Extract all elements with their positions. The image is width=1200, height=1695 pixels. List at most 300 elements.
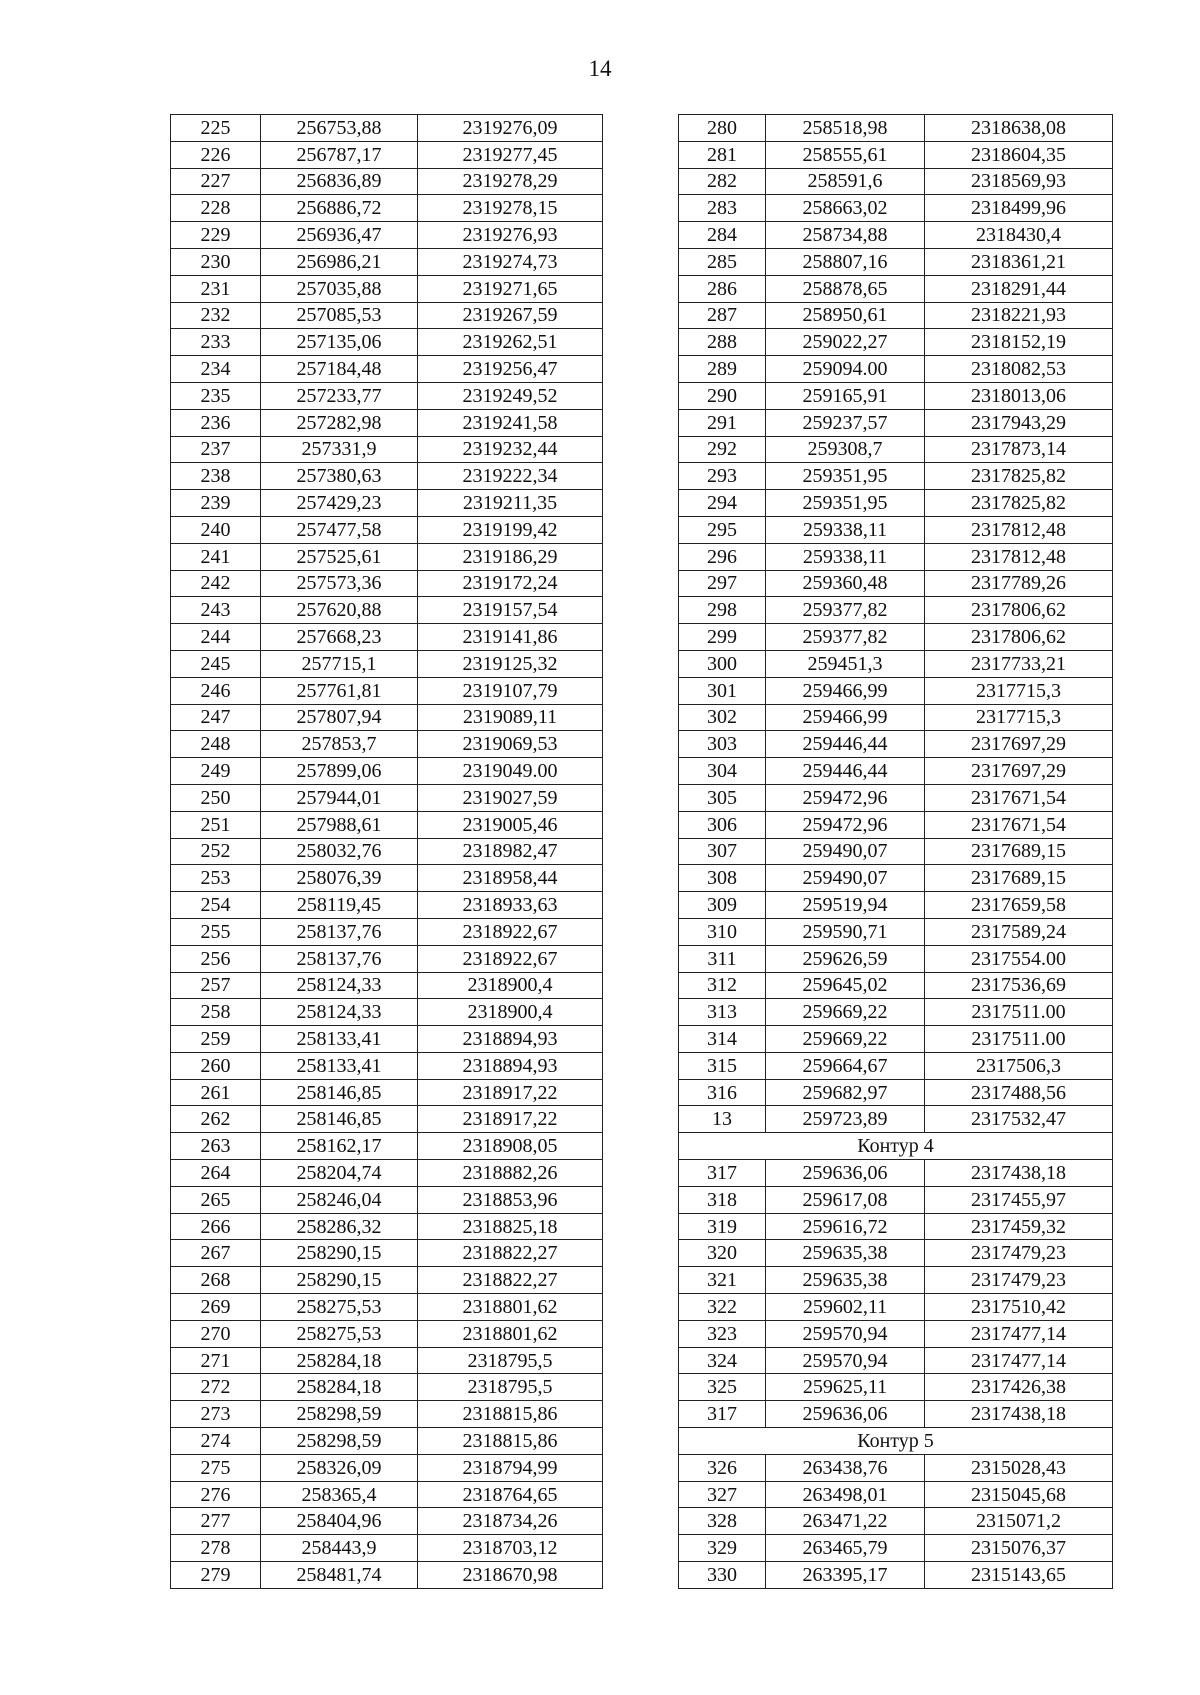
table-row [171,1481,603,1508]
table-row [679,329,1113,356]
y-coordinate-cell: 2318013,06 [925,382,1113,409]
y-coordinate-cell: 2318569,93 [925,168,1113,195]
y-coordinate-cell: 2317479,23 [925,1240,1113,1267]
y-coordinate-cell: 2319262,51 [418,329,603,356]
y-coordinate-cell: 2317477,14 [925,1320,1113,1347]
x-coordinate-cell: 259446,44 [766,758,925,785]
x-coordinate-cell: 257184,48 [261,356,418,383]
point-number-cell: 320 [679,1240,766,1267]
y-coordinate-cell: 2318794,99 [418,1454,603,1481]
y-coordinate-cell: 2317671,54 [925,811,1113,838]
x-coordinate-cell: 258032,76 [261,838,418,865]
x-coordinate-cell: 257525,61 [261,543,418,570]
table-row [679,1026,1113,1053]
x-coordinate-cell: 258204,74 [261,1160,418,1187]
x-coordinate-cell: 257233,77 [261,382,418,409]
table-row [171,329,603,356]
x-coordinate-cell: 259519,94 [766,892,925,919]
table-row [171,570,603,597]
x-coordinate-cell: 258284,18 [261,1347,418,1374]
y-coordinate-cell: 2317812,48 [925,543,1113,570]
x-coordinate-cell: 259490,07 [766,838,925,865]
y-coordinate-cell: 2317455,97 [925,1186,1113,1213]
table-row [171,1267,603,1294]
point-number-cell: 13 [679,1106,766,1133]
y-coordinate-cell: 2319157,54 [418,597,603,624]
point-number-cell: 251 [171,811,261,838]
x-coordinate-cell: 258481,74 [261,1562,418,1589]
table-row [679,1454,1113,1481]
point-number-cell: 232 [171,302,261,329]
point-number-cell: 277 [171,1508,261,1535]
y-coordinate-cell: 2319125,32 [418,650,603,677]
point-number-cell: 271 [171,1347,261,1374]
y-coordinate-cell: 2319005,46 [418,811,603,838]
table-row [679,1347,1113,1374]
point-number-cell: 238 [171,463,261,490]
x-coordinate-cell: 259338,11 [766,543,925,570]
y-coordinate-cell: 2317689,15 [925,865,1113,892]
y-coordinate-cell: 2317426,38 [925,1374,1113,1401]
coordinates-table-right [678,114,1113,1589]
x-coordinate-cell: 258326,09 [261,1454,418,1481]
x-coordinate-cell: 258137,76 [261,945,418,972]
y-coordinate-cell: 2318221,93 [925,302,1113,329]
table-row [679,382,1113,409]
x-coordinate-cell: 258137,76 [261,918,418,945]
point-number-cell: 266 [171,1213,261,1240]
point-number-cell: 236 [171,409,261,436]
table-row [171,222,603,249]
y-coordinate-cell: 2318291,44 [925,275,1113,302]
y-coordinate-cell: 2317459,32 [925,1213,1113,1240]
x-coordinate-cell: 257573,36 [261,570,418,597]
table-row [171,141,603,168]
point-number-cell: 270 [171,1320,261,1347]
y-coordinate-cell: 2318638,08 [925,115,1113,142]
point-number-cell: 297 [679,570,766,597]
point-number-cell: 310 [679,918,766,945]
y-coordinate-cell: 2317806,62 [925,624,1113,651]
y-coordinate-cell: 2319256,47 [418,356,603,383]
table-row [171,731,603,758]
point-number-cell: 254 [171,892,261,919]
y-coordinate-cell: 2317697,29 [925,731,1113,758]
point-number-cell: 276 [171,1481,261,1508]
x-coordinate-cell: 259626,59 [766,945,925,972]
y-coordinate-cell: 2318152,19 [925,329,1113,356]
point-number-cell: 304 [679,758,766,785]
y-coordinate-cell: 2317812,48 [925,516,1113,543]
x-coordinate-cell: 263471,22 [766,1508,925,1535]
x-coordinate-cell: 259237,57 [766,409,925,436]
y-coordinate-cell: 2315071,2 [925,1508,1113,1535]
x-coordinate-cell: 258807,16 [766,248,925,275]
point-number-cell: 279 [171,1562,261,1589]
point-number-cell: 291 [679,409,766,436]
table-row [171,463,603,490]
x-coordinate-cell: 257807,94 [261,704,418,731]
x-coordinate-cell: 258275,53 [261,1294,418,1321]
point-number-cell: 242 [171,570,261,597]
table-row [679,865,1113,892]
y-coordinate-cell: 2317511.00 [925,999,1113,1026]
y-coordinate-cell: 2319271,65 [418,275,603,302]
point-number-cell: 287 [679,302,766,329]
y-coordinate-cell: 2318894,93 [418,1052,603,1079]
x-coordinate-cell: 259472,96 [766,811,925,838]
table-row [679,1320,1113,1347]
point-number-cell: 325 [679,1374,766,1401]
point-number-cell: 315 [679,1052,766,1079]
contour-heading: Контур 5 [679,1428,1113,1455]
point-number-cell: 298 [679,597,766,624]
point-number-cell: 258 [171,999,261,1026]
table-row [171,1106,603,1133]
x-coordinate-cell: 257988,61 [261,811,418,838]
table-row [679,463,1113,490]
table-row [679,222,1113,249]
x-coordinate-cell: 257282,98 [261,409,418,436]
y-coordinate-cell: 2317438,18 [925,1160,1113,1187]
x-coordinate-cell: 257944,01 [261,784,418,811]
y-coordinate-cell: 2319172,24 [418,570,603,597]
y-coordinate-cell: 2318604,35 [925,141,1113,168]
y-coordinate-cell: 2315076,37 [925,1535,1113,1562]
table-row [679,1401,1113,1428]
table-row [679,1213,1113,1240]
x-coordinate-cell: 259616,72 [766,1213,925,1240]
x-coordinate-cell: 258443,9 [261,1535,418,1562]
y-coordinate-cell: 2317659,58 [925,892,1113,919]
x-coordinate-cell: 259490,07 [766,865,925,892]
point-number-cell: 313 [679,999,766,1026]
point-number-cell: 316 [679,1079,766,1106]
table-row [171,195,603,222]
x-coordinate-cell: 257853,7 [261,731,418,758]
table-row [171,1240,603,1267]
point-number-cell: 262 [171,1106,261,1133]
y-coordinate-cell: 2318917,22 [418,1106,603,1133]
table-row [679,811,1113,838]
x-coordinate-cell: 259466,99 [766,677,925,704]
table-row [171,811,603,838]
x-coordinate-cell: 259669,22 [766,999,925,1026]
table-row [171,382,603,409]
x-coordinate-cell: 258286,32 [261,1213,418,1240]
table-row [171,1133,603,1160]
table-row [679,1106,1113,1133]
x-coordinate-cell: 258162,17 [261,1133,418,1160]
x-coordinate-cell: 259338,11 [766,516,925,543]
table-row [171,704,603,731]
point-number-cell: 255 [171,918,261,945]
table-row [679,1267,1113,1294]
table-row [171,758,603,785]
y-coordinate-cell: 2317715,3 [925,677,1113,704]
x-coordinate-cell: 259590,71 [766,918,925,945]
point-number-cell: 250 [171,784,261,811]
point-number-cell: 247 [171,704,261,731]
point-number-cell: 265 [171,1186,261,1213]
y-coordinate-cell: 2318882,26 [418,1160,603,1187]
point-number-cell: 261 [171,1079,261,1106]
y-coordinate-cell: 2318082,53 [925,356,1113,383]
y-coordinate-cell: 2319211,35 [418,490,603,517]
x-coordinate-cell: 259625,11 [766,1374,925,1401]
point-number-cell: 317 [679,1401,766,1428]
table-row [171,624,603,651]
point-number-cell: 308 [679,865,766,892]
y-coordinate-cell: 2319232,44 [418,436,603,463]
point-number-cell: 283 [679,195,766,222]
point-number-cell: 229 [171,222,261,249]
x-coordinate-cell: 257899,06 [261,758,418,785]
point-number-cell: 322 [679,1294,766,1321]
table-row [171,999,603,1026]
point-number-cell: 273 [171,1401,261,1428]
table-row [679,1240,1113,1267]
point-number-cell: 257 [171,972,261,999]
table-row [171,945,603,972]
point-number-cell: 318 [679,1186,766,1213]
point-number-cell: 269 [171,1294,261,1321]
table-row [171,275,603,302]
table-row [171,302,603,329]
table-row [171,1160,603,1187]
point-number-cell: 300 [679,650,766,677]
y-coordinate-cell: 2317511.00 [925,1026,1113,1053]
point-number-cell: 326 [679,1454,766,1481]
point-number-cell: 301 [679,677,766,704]
y-coordinate-cell: 2315143,65 [925,1562,1113,1589]
point-number-cell: 327 [679,1481,766,1508]
point-number-cell: 239 [171,490,261,517]
y-coordinate-cell: 2319141,86 [418,624,603,651]
y-coordinate-cell: 2319199,42 [418,516,603,543]
x-coordinate-cell: 258124,33 [261,972,418,999]
table-row [171,597,603,624]
x-coordinate-cell: 258734,88 [766,222,925,249]
point-number-cell: 299 [679,624,766,651]
x-coordinate-cell: 257620,88 [261,597,418,624]
table-row [679,302,1113,329]
x-coordinate-cell: 259617,08 [766,1186,925,1213]
y-coordinate-cell: 2319089,11 [418,704,603,731]
point-number-cell: 282 [679,168,766,195]
table-row [679,945,1113,972]
table-row [171,1079,603,1106]
y-coordinate-cell: 2317733,21 [925,650,1113,677]
x-coordinate-cell: 259570,94 [766,1347,925,1374]
x-coordinate-cell: 258298,59 [261,1401,418,1428]
y-coordinate-cell: 2319027,59 [418,784,603,811]
point-number-cell: 296 [679,543,766,570]
x-coordinate-cell: 258246,04 [261,1186,418,1213]
point-number-cell: 240 [171,516,261,543]
point-number-cell: 293 [679,463,766,490]
point-number-cell: 305 [679,784,766,811]
x-coordinate-cell: 257380,63 [261,463,418,490]
point-number-cell: 329 [679,1535,766,1562]
point-number-cell: 314 [679,1026,766,1053]
x-coordinate-cell: 257331,9 [261,436,418,463]
table-row [679,892,1113,919]
table-row [679,141,1113,168]
y-coordinate-cell: 2317715,3 [925,704,1113,731]
contour-section-row [679,1428,1113,1455]
x-coordinate-cell: 259022,27 [766,329,925,356]
point-number-cell: 303 [679,731,766,758]
x-coordinate-cell: 258518,98 [766,115,925,142]
point-number-cell: 280 [679,115,766,142]
table-row [679,490,1113,517]
x-coordinate-cell: 258365,4 [261,1481,418,1508]
table-row [679,570,1113,597]
y-coordinate-cell: 2317825,82 [925,490,1113,517]
x-coordinate-cell: 259723,89 [766,1106,925,1133]
y-coordinate-cell: 2318922,67 [418,918,603,945]
point-number-cell: 252 [171,838,261,865]
table-row [679,436,1113,463]
x-coordinate-cell: 257135,06 [261,329,418,356]
table-row [679,1374,1113,1401]
x-coordinate-cell: 258275,53 [261,1320,418,1347]
table-row [171,1052,603,1079]
point-number-cell: 290 [679,382,766,409]
y-coordinate-cell: 2319276,09 [418,115,603,142]
point-number-cell: 237 [171,436,261,463]
x-coordinate-cell: 256836,89 [261,168,418,195]
point-number-cell: 274 [171,1428,261,1455]
x-coordinate-cell: 259351,95 [766,463,925,490]
y-coordinate-cell: 2318922,67 [418,945,603,972]
y-coordinate-cell: 2315028,43 [925,1454,1113,1481]
table-row [171,918,603,945]
x-coordinate-cell: 259094.00 [766,356,925,383]
table-row [679,758,1113,785]
y-coordinate-cell: 2317689,15 [925,838,1113,865]
y-coordinate-cell: 2319278,29 [418,168,603,195]
table-row [679,1508,1113,1535]
table-row [171,1213,603,1240]
table-row [171,1428,603,1455]
point-number-cell: 246 [171,677,261,704]
point-number-cell: 268 [171,1267,261,1294]
y-coordinate-cell: 2319107,79 [418,677,603,704]
y-coordinate-cell: 2317825,82 [925,463,1113,490]
table-row [679,356,1113,383]
point-number-cell: 311 [679,945,766,972]
x-coordinate-cell: 258119,45 [261,892,418,919]
x-coordinate-cell: 259645,02 [766,972,925,999]
table-row [171,677,603,704]
y-coordinate-cell: 2319249,52 [418,382,603,409]
x-coordinate-cell: 258133,41 [261,1026,418,1053]
x-coordinate-cell: 259446,44 [766,731,925,758]
y-coordinate-cell: 2317943,29 [925,409,1113,436]
table-row [171,892,603,919]
table-row [679,543,1113,570]
x-coordinate-cell: 259165,91 [766,382,925,409]
point-number-cell: 312 [679,972,766,999]
x-coordinate-cell: 259635,38 [766,1240,925,1267]
table-row [679,972,1113,999]
table-row [171,838,603,865]
x-coordinate-cell: 263465,79 [766,1535,925,1562]
point-number-cell: 324 [679,1347,766,1374]
table-row [171,784,603,811]
point-number-cell: 302 [679,704,766,731]
table-row [679,248,1113,275]
point-number-cell: 285 [679,248,766,275]
y-coordinate-cell: 2318894,93 [418,1026,603,1053]
x-coordinate-cell: 257429,23 [261,490,418,517]
point-number-cell: 295 [679,516,766,543]
x-coordinate-cell: 259308,7 [766,436,925,463]
point-number-cell: 330 [679,1562,766,1589]
x-coordinate-cell: 258404,96 [261,1508,418,1535]
x-coordinate-cell: 259466,99 [766,704,925,731]
y-coordinate-cell: 2317589,24 [925,918,1113,945]
y-coordinate-cell: 2318499,96 [925,195,1113,222]
y-coordinate-cell: 2317554.00 [925,945,1113,972]
point-number-cell: 260 [171,1052,261,1079]
x-coordinate-cell: 257085,53 [261,302,418,329]
x-coordinate-cell: 259602,11 [766,1294,925,1321]
point-number-cell: 317 [679,1160,766,1187]
table-row [679,409,1113,436]
table-row [171,436,603,463]
y-coordinate-cell: 2318917,22 [418,1079,603,1106]
table-row [679,624,1113,651]
point-number-cell: 227 [171,168,261,195]
table-row [679,1562,1113,1589]
y-coordinate-cell: 2319274,73 [418,248,603,275]
table-row [171,1320,603,1347]
y-coordinate-cell: 2317506,3 [925,1052,1113,1079]
table-row [679,115,1113,142]
x-coordinate-cell: 259377,82 [766,597,925,624]
point-number-cell: 226 [171,141,261,168]
x-coordinate-cell: 258076,39 [261,865,418,892]
point-number-cell: 234 [171,356,261,383]
x-coordinate-cell: 256986,21 [261,248,418,275]
y-coordinate-cell: 2318825,18 [418,1213,603,1240]
table-row [679,677,1113,704]
y-coordinate-cell: 2318822,27 [418,1240,603,1267]
table-row [679,650,1113,677]
table-row [171,1401,603,1428]
y-coordinate-cell: 2318801,62 [418,1320,603,1347]
x-coordinate-cell: 257668,23 [261,624,418,651]
x-coordinate-cell: 259669,22 [766,1026,925,1053]
y-coordinate-cell: 2317697,29 [925,758,1113,785]
y-coordinate-cell: 2319069,53 [418,731,603,758]
table-row [679,1294,1113,1321]
table-row [679,1481,1113,1508]
table-row [171,516,603,543]
coordinates-table-left [170,114,603,1589]
y-coordinate-cell: 2318900,4 [418,999,603,1026]
table-row [679,1535,1113,1562]
table-row [679,838,1113,865]
point-number-cell: 243 [171,597,261,624]
x-coordinate-cell: 258555,61 [766,141,925,168]
table-row [171,1562,603,1589]
point-number-cell: 245 [171,650,261,677]
contour-section-row [679,1133,1113,1160]
